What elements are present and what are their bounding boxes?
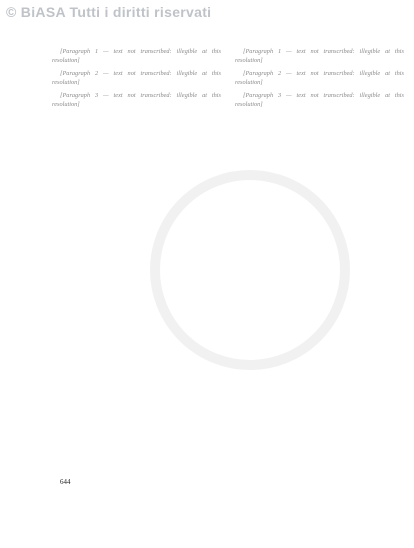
paragraph: [Paragraph 3 — text not transcribed: illegible at this resolution] [235,91,404,108]
left-column [52,48,221,468]
copyright-watermark: © BiASA Tutti i diritti riservati [6,4,212,20]
page-number: 644 [60,478,71,486]
text-columns [52,48,404,468]
paragraph: [Paragraph 2 — text not transcribed: illegible at this resolution] [52,69,221,86]
paragraph: [Paragraph 1 — text not transcribed: illegible at this resolution] [52,48,221,64]
paragraph: [Paragraph 3 — text not transcribed: illegible at this resolution] [52,91,221,108]
right-column [235,48,404,468]
paragraph: [Paragraph 1 — text not transcribed: illegible at this resolution] [235,48,404,64]
paragraph: [Paragraph 2 — text not transcribed: illegible at this resolution] [235,69,404,86]
